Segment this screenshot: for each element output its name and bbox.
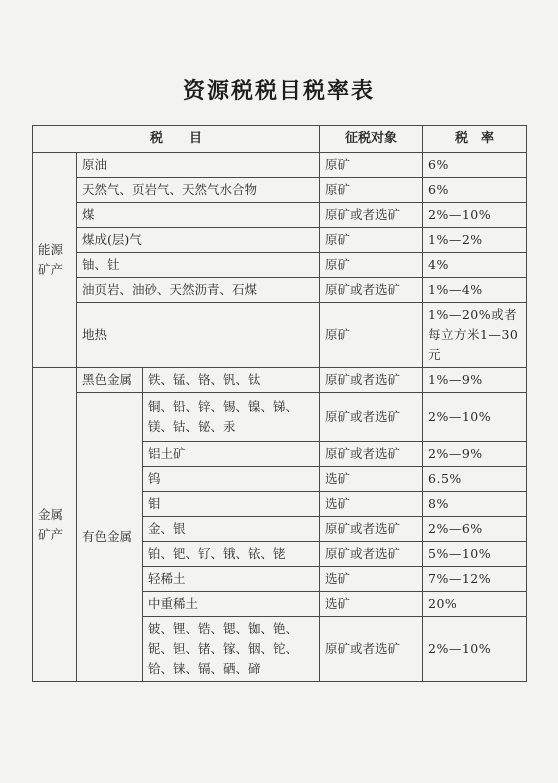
tax-rate: 8% bbox=[423, 492, 527, 517]
table-row bbox=[33, 178, 527, 203]
page-title: 资源税税目税率表 bbox=[182, 79, 375, 104]
tax-rate: 2%—9% bbox=[423, 442, 527, 467]
item-name: 钨 bbox=[143, 467, 320, 492]
tax-rate: 6% bbox=[423, 153, 527, 178]
item-name: 煤成(层)气 bbox=[77, 228, 320, 253]
table-row bbox=[33, 303, 527, 368]
item-name: 铍、锂、锆、锶、铷、铯、铌、钽、锗、镓、铟、铊、铪、铼、镉、硒、碲 bbox=[143, 617, 320, 682]
item-name: 金、银 bbox=[143, 517, 320, 542]
item-name: 铝土矿 bbox=[143, 442, 320, 467]
table-row bbox=[33, 253, 527, 278]
header-row bbox=[33, 126, 527, 153]
tax-rate: 6.5% bbox=[423, 467, 527, 492]
tax-rate: 2%—6% bbox=[423, 517, 527, 542]
tax-object: 选矿 bbox=[320, 467, 423, 492]
header-item: 税 目 bbox=[33, 126, 320, 153]
header-object: 征税对象 bbox=[320, 126, 423, 153]
tax-rate-table bbox=[32, 125, 527, 682]
tax-object: 原矿或者选矿 bbox=[320, 393, 423, 442]
tax-object: 原矿或者选矿 bbox=[320, 278, 423, 303]
tax-object: 原矿或者选矿 bbox=[320, 517, 423, 542]
item-name: 铀、钍 bbox=[77, 253, 320, 278]
item-name: 铜、铅、锌、锡、镍、锑、镁、钴、铋、汞 bbox=[143, 393, 320, 442]
tax-rate: 7%—12% bbox=[423, 567, 527, 592]
item-name: 轻稀土 bbox=[143, 567, 320, 592]
tax-object: 原矿或者选矿 bbox=[320, 542, 423, 567]
tax-rate: 5%—10% bbox=[423, 542, 527, 567]
tax-rate: 4% bbox=[423, 253, 527, 278]
tax-rate: 1%—4% bbox=[423, 278, 527, 303]
category-energy: 能源 矿产 bbox=[33, 153, 77, 368]
table-row bbox=[33, 393, 527, 442]
tax-object: 原矿或者选矿 bbox=[320, 203, 423, 228]
subcategory-nonferrous: 有色金属 bbox=[77, 393, 143, 682]
subcategory-ferrous: 黑色金属 bbox=[77, 368, 143, 393]
tax-object: 选矿 bbox=[320, 592, 423, 617]
tax-object: 原矿 bbox=[320, 178, 423, 203]
table-row bbox=[33, 228, 527, 253]
item-name: 煤 bbox=[77, 203, 320, 228]
item-name: 铁、锰、铬、钒、钛 bbox=[143, 368, 320, 393]
category-metal: 金属 矿产 bbox=[33, 368, 77, 682]
table-row bbox=[33, 203, 527, 228]
item-name: 钼 bbox=[143, 492, 320, 517]
tax-rate: 1%—2% bbox=[423, 228, 527, 253]
item-name: 油页岩、油砂、天然沥青、石煤 bbox=[77, 278, 320, 303]
tax-rate: 2%—10% bbox=[423, 617, 527, 682]
item-name: 地热 bbox=[77, 303, 320, 368]
item-name: 铂、钯、钌、锇、铱、铑 bbox=[143, 542, 320, 567]
tax-object: 原矿 bbox=[320, 228, 423, 253]
item-name: 中重稀土 bbox=[143, 592, 320, 617]
tax-object: 选矿 bbox=[320, 567, 423, 592]
tax-rate: 1%—9% bbox=[423, 368, 527, 393]
header-rate: 税 率 bbox=[423, 126, 527, 153]
item-name: 天然气、页岩气、天然气水合物 bbox=[77, 178, 320, 203]
tax-object: 原矿或者选矿 bbox=[320, 368, 423, 393]
table-row bbox=[33, 278, 527, 303]
table-row bbox=[33, 368, 527, 393]
tax-object: 原矿 bbox=[320, 303, 423, 368]
tax-object: 选矿 bbox=[320, 492, 423, 517]
table-row bbox=[33, 153, 527, 178]
tax-rate: 2%—10% bbox=[423, 393, 527, 442]
tax-rate: 1%—20%或者每立方米1—30元 bbox=[423, 303, 527, 368]
tax-rate: 2%—10% bbox=[423, 203, 527, 228]
tax-object: 原矿 bbox=[320, 153, 423, 178]
tax-rate: 20% bbox=[423, 592, 527, 617]
item-name: 原油 bbox=[77, 153, 320, 178]
tax-object: 原矿 bbox=[320, 253, 423, 278]
tax-object: 原矿或者选矿 bbox=[320, 617, 423, 682]
tax-rate: 6% bbox=[423, 178, 527, 203]
tax-object: 原矿或者选矿 bbox=[320, 442, 423, 467]
